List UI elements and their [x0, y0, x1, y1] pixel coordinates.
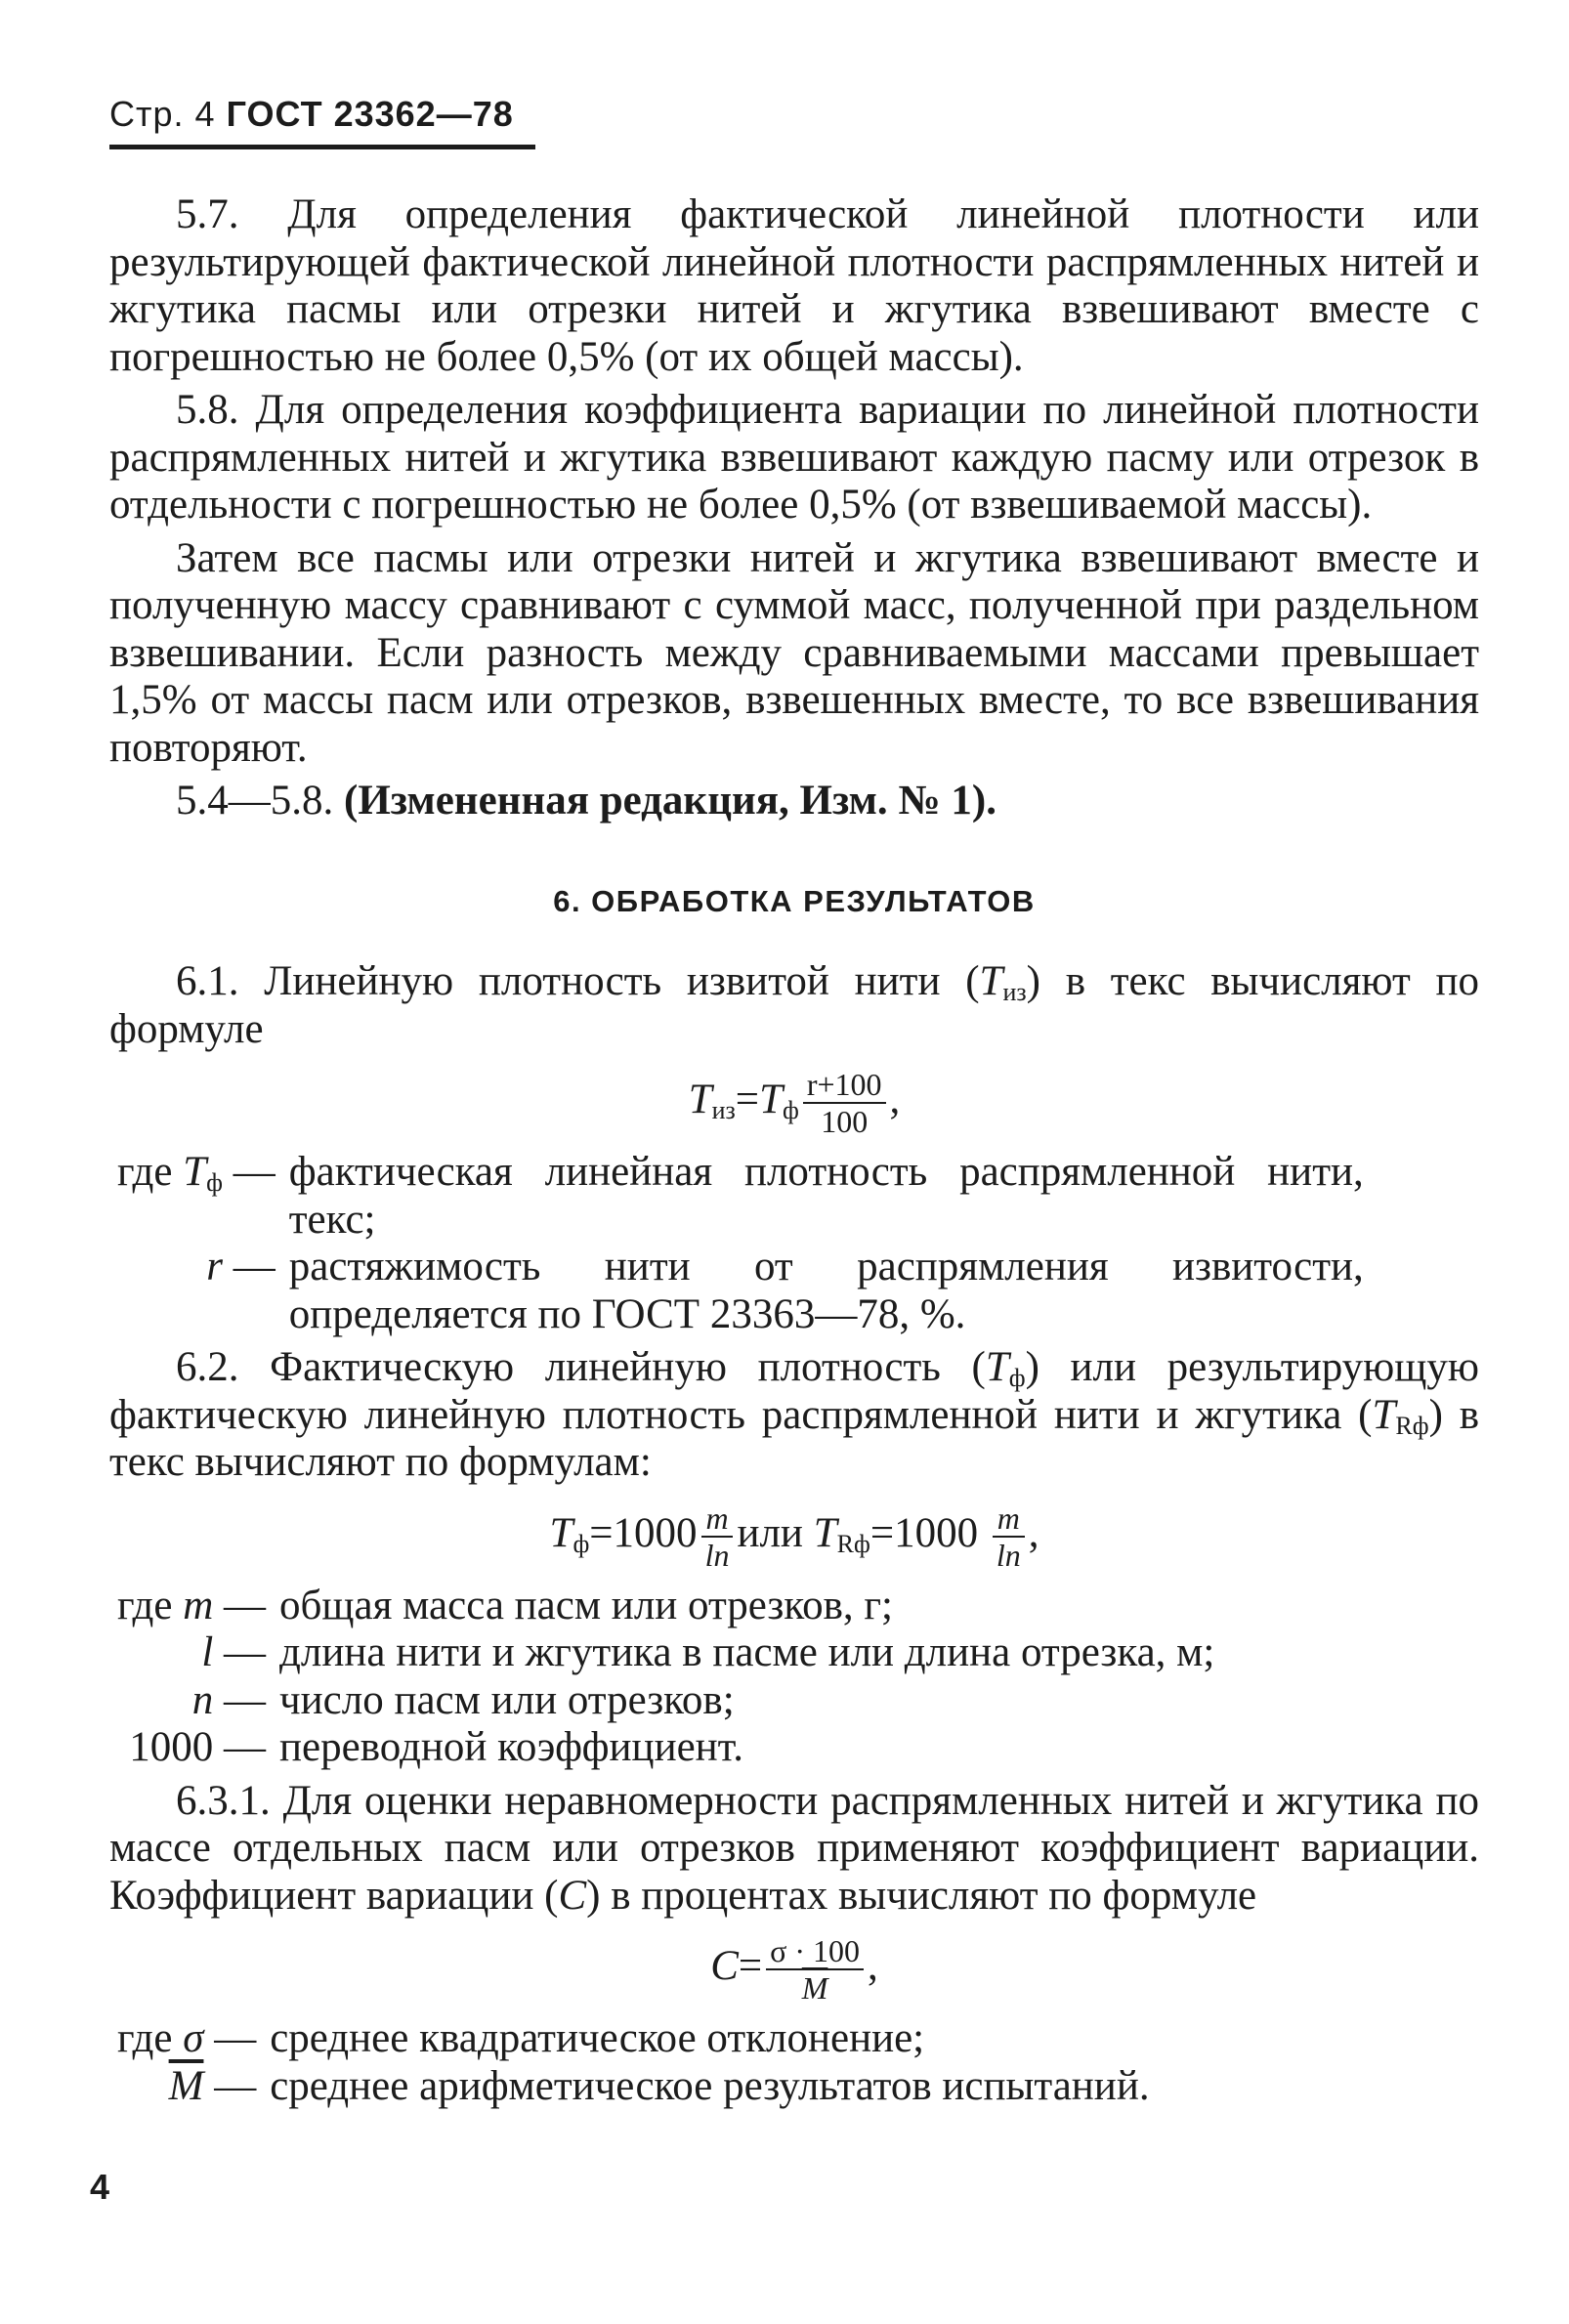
paragraph-5-8: 5.8. Для определения коэффициента вариации по линейной плотности распрямленных нитей и жгутика взвешивают каждую пасму или отрезок в отдельности с погрешностью не более 0,5% (от взвешиваемой массы). [109, 387, 1479, 528]
legend-description: растяжимость нити от распрямления извитости, определяется по ГОСТ 23363—78, %. [288, 1244, 1364, 1337]
legend-row [117, 1724, 1354, 1772]
f631-eq: = [738, 1942, 763, 1989]
p62-text-b: ) или результирующую фактическую линейную плотность распрямленной нити и жгутика ( [109, 1344, 1479, 1438]
f62-lhs-2: T [813, 1509, 837, 1556]
legend-dash: — [233, 1149, 276, 1195]
legend-row [117, 2015, 1344, 2063]
legend-dash: — [233, 1244, 276, 1289]
f62-lhs-1-sub: ф [572, 1529, 590, 1558]
f62-numerator-2: m [993, 1500, 1025, 1538]
legend-symbol: σ [183, 2015, 204, 2061]
f61-numerator: r+100 [803, 1067, 886, 1104]
legend-description: число пасм или отрезков; [279, 1676, 735, 1723]
p631-text-a: 6.3.1. Для оценки неравномерности распрямленных нитей и жгутика по массе отдельных пасм или отрезков применяют коэффициент вариации. Коэффициент вариации ( [109, 1777, 1479, 1919]
f631-fraction [766, 1933, 864, 2006]
f62-lhs-1: T [549, 1509, 573, 1556]
legend-lead: где [117, 1582, 173, 1628]
formula-6-3-1 [109, 1933, 1479, 2006]
p61-subscript: из [1002, 978, 1027, 1006]
legend-description: фактическая линейная плотность распрямленной нити, текс; [288, 1149, 1364, 1243]
p62-symbol-2: T [1372, 1391, 1396, 1438]
f61-rhs-sub: ф [782, 1095, 799, 1124]
amendment-note [109, 778, 1479, 825]
amendment-text: (Измененная редакция, Изм. № 1). [344, 778, 997, 824]
f631-numerator: σ · 100 [766, 1933, 864, 1970]
legend-dash: — [214, 2062, 257, 2109]
f61-fraction [803, 1067, 886, 1139]
amendment-range: 5.4—5.8. [176, 778, 334, 824]
legend-6-3-1 [117, 2015, 1344, 2110]
legend-symbol: n [191, 1676, 214, 1723]
p62-text-c: ) в текс вычисляют по формулам: [109, 1391, 1480, 1485]
f62-or: или [737, 1509, 803, 1556]
f631-tail: , [868, 1942, 878, 1989]
section-title: 6. ОБРАБОТКА РЕЗУЛЬТАТОВ [553, 883, 1036, 918]
f62-denominator-1: ln [704, 1537, 730, 1573]
legend-symbol: 1000 [129, 1724, 214, 1770]
p61-text-a: 6.1. Линейную плотность извитой нити ( [176, 958, 980, 1004]
f62-fraction-1 [701, 1500, 734, 1573]
legend-lead: где [117, 2015, 173, 2061]
paragraph-6-1 [109, 958, 1479, 1053]
legend-symbol: $\overline{M}$ [168, 2062, 204, 2109]
header-page-prefix: Стр. 4 [109, 94, 216, 134]
p631-symbol: C [558, 1872, 587, 1919]
f61-tail: , [889, 1076, 901, 1122]
f62-eq-1: =1000 [589, 1509, 698, 1556]
paragraph-6-3-1 [109, 1778, 1479, 1921]
legend-dash: — [214, 2015, 257, 2061]
legend-row [117, 2063, 1344, 2111]
f631-lhs: C [710, 1942, 739, 1989]
legend-symbol: l [201, 1629, 214, 1675]
legend-dash: — [224, 1676, 267, 1723]
legend-row [117, 1677, 1354, 1725]
f62-eq-2: =1000 [869, 1509, 979, 1556]
f61-eq: = [735, 1076, 760, 1122]
p62-symbol-1: T [985, 1344, 1009, 1390]
legend-row [117, 1583, 1354, 1630]
legend-description: переводной коэффициент. [279, 1724, 743, 1770]
f61-rhs: T [759, 1076, 783, 1122]
legend-6-2 [117, 1583, 1354, 1772]
legend-row [117, 1244, 1364, 1338]
header-standard-title: ГОСТ 23362—78 [226, 94, 514, 134]
paragraph-5-8-continued: Затем все пасмы или отрезки нитей и жгутика взвешивают вместе и полученную массу сравнивают с суммой масс, полученной при раздельном взвешивании. Если разность между сравниваемыми массами превышает 1,5% от массы пасм или отрезков, взвешенных вместе, то все взвешивания повторяют. [109, 534, 1479, 771]
p61-text-b: ) в текс вычисляют по формуле [109, 958, 1479, 1052]
paragraph-6-2 [109, 1344, 1479, 1487]
f62-denominator-2: ln [996, 1537, 1021, 1573]
f61-lhs: T [688, 1076, 712, 1122]
legend-row [117, 1629, 1354, 1677]
header-rule [109, 145, 535, 149]
p62-text-a: 6.2. Фактическую линейную плотность ( [176, 1344, 986, 1390]
legend-6-1 [117, 1149, 1364, 1338]
page-number: 4 [90, 2167, 110, 2207]
legend-dash: — [224, 1724, 267, 1770]
legend-symbol: r [206, 1244, 223, 1289]
running-header [109, 94, 514, 135]
legend-description: длина нити и жгутика в пасме или длина отрезка, м; [279, 1629, 1215, 1675]
formula-6-1 [109, 1067, 1479, 1139]
legend-subscript: ф [206, 1168, 223, 1197]
paragraph-5-7: 5.7. Для определения фактической линейной плотности или результирующей фактической линейной плотности распрямленных нитей и жгутика пасмы или отрезки нитей и жгутика взвешивают вместе с погрешностью не более 0,5% (от их общей массы). [109, 191, 1479, 380]
legend-symbol: m [183, 1582, 214, 1628]
formula-6-2 [109, 1500, 1479, 1573]
f631-denominator: M [801, 1970, 828, 2006]
legend-description: среднее квадратическое отклонение; [270, 2015, 925, 2061]
p62-subscript-1: ф [1008, 1364, 1026, 1392]
f62-tail: , [1028, 1509, 1039, 1556]
legend-lead: где [117, 1149, 173, 1195]
f62-lhs-2-sub: Rф [836, 1529, 870, 1558]
p62-subscript-2: Rф [1395, 1411, 1429, 1440]
legend-description: среднее арифметическое результатов испытаний. [270, 2062, 1150, 2109]
p631-text-b: ) в процентах вычисляют по формуле [586, 1872, 1257, 1919]
f62-numerator-1: m [701, 1500, 734, 1538]
legend-dash: — [224, 1629, 267, 1675]
p61-symbol: T [979, 958, 1003, 1004]
legend-symbol: T [183, 1149, 207, 1195]
legend-dash: — [224, 1582, 267, 1628]
document-body [109, 191, 1479, 2110]
f61-lhs-sub: из [711, 1095, 736, 1124]
f61-denominator: 100 [821, 1104, 869, 1139]
f62-fraction-2 [993, 1500, 1025, 1573]
legend-row [117, 1149, 1364, 1244]
legend-description: общая масса пасм или отрезков, г; [279, 1582, 893, 1628]
